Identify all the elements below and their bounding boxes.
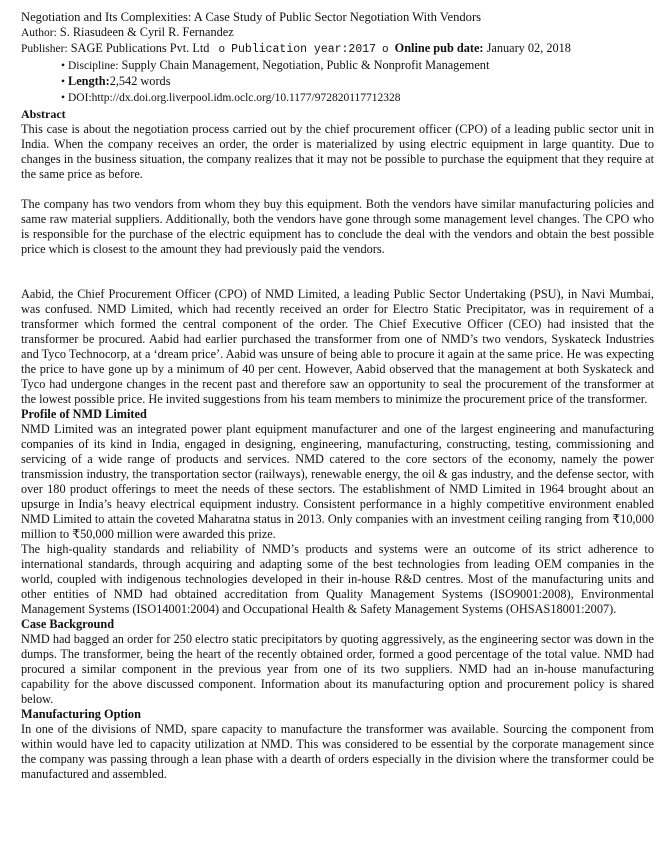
intro-paragraph: Aabid, the Chief Procurement Officer (CPO) of NMD Limited, a leading Public Sector Undertaking (PSU), in Navi Mumbai, was confused. NMD Limited, which had recently received an order for Electro Static Precipitator, was in requirement of a transformer which formed the central component of the order. The Chief Executive Officer (CEO) had insisted that the transformer be procured. Aabid had earlier purchased the transformer from one of NMD’s two vendors, Syskateck Industries and Tyco Technocorp, at a ‘dream price’. Aabid was unsure of being able to procure it again at the same price. He was expecting the price to have gone up by a minimum of 40 per cent. However, Aabid observed that the management at both Syskateck and Tyco had undergone changes in the recent past and therefore saw an opportunity to seal the procurement of the transformer at the lowest possible price. He invited suggestions from his team members to minimize the procurement price of the transformer. bbox=[21, 287, 654, 406]
abstract-heading: Abstract bbox=[21, 107, 66, 121]
profile-heading: Profile of NMD Limited bbox=[21, 407, 147, 421]
case-background-paragraph: NMD had bagged an order for 250 electro static precipitators by quoting aggressively, as the engineering sector was down in the dumps. The transformer, being the heart of the recently obtained order, formed a good percentage of the total value. NMD had procured a similar component in the previous year from one of its two suppliers. NMD had an in-house manufacturing capability for the above discussed component. Information about its manufacturing option and procurement policy is shared below. bbox=[21, 632, 654, 706]
online-pub-label: Online pub date: bbox=[394, 41, 484, 55]
manufacturing-option-paragraph: In one of the divisions of NMD, spare capacity to manufacture the transformer was available. Sourcing the component from within would have led to capacity utilization at NMD. This was considered to be essential by the corporate management since the company was passing through a lean phase with a dearth of orders especially in the division where the transformer could be manufactured and assembled. bbox=[21, 722, 654, 781]
paragraph-gap bbox=[21, 182, 654, 197]
author-line bbox=[21, 25, 654, 41]
abstract-paragraph-1: This case is about the negotiation process carried out by the chief procurement officer (CPO) of a leading public sector unit in India. When the company receives an order, the order is materialized by using electric equipment in large quantity. Due to changes in the business situation, the company realizes that it may not be possible to purchase the equipment that they require at the same price as before. bbox=[21, 122, 654, 181]
doi-label: DOI: bbox=[68, 92, 92, 104]
profile-paragraph-1: NMD Limited was an integrated power plant equipment manufacturer and one of the largest engineering and manufacturing companies of its kind in India, engaged in designing, engineering, manufacturing, constructing, testing, commissioning and servicing of a wide range of products and services. NMD catered to the core sectors of the economy, namely the power transmission industry, the transportation sector (railways), renewable energy, the oil & gas industry, and the defense sector, with over 180 product offerings to meet the needs of these sectors. The establishment of NMD Limited in 1964 brought about an upsurge in India’s heavy electrical equipment industry. Consistent performance in a highly competitive environment enabled NMD Limited to attain the coveted Maharatna status in 2013. Only companies with an investment ceiling ranging from ₹10,000 million to ₹50,000 million were awarded this prize. bbox=[21, 422, 654, 541]
separator-icon: o bbox=[382, 44, 389, 56]
author-label: Author: bbox=[21, 27, 57, 39]
publisher-line bbox=[21, 41, 654, 58]
publisher-label: Publisher: bbox=[21, 43, 68, 55]
article-body bbox=[21, 287, 654, 782]
doi-item bbox=[61, 90, 654, 106]
manufacturing-option-heading: Manufacturing Option bbox=[21, 707, 141, 721]
authors: S. Riasudeen & Cyril R. Fernandez bbox=[59, 25, 234, 39]
discipline-label: Discipline: bbox=[68, 60, 119, 72]
discipline-value: Supply Chain Management, Negotiation, Public & Nonprofit Management bbox=[121, 58, 490, 72]
case-background-heading: Case Background bbox=[21, 617, 115, 631]
bullet-icon: • bbox=[61, 76, 66, 88]
abstract-paragraph-2: The company has two vendors from whom they buy this equipment. Both the vendors have similar manufacturing policies and same raw material suppliers. Additionally, both the vendors have gone through some management level changes. The CPO who is responsible for the purchase of the electric equipment has to conclude the deal with the vendors and obtain the best possible price which is closest to the amount they had previously paid the vendors. bbox=[21, 197, 654, 256]
article-title: Negotiation and Its Complexities: A Case Study of Public Sector Negotiation With Vendors bbox=[21, 10, 482, 24]
profile-paragraph-2: The high-quality standards and reliability of NMD’s products and systems were an outcome of its strict adherence to international standards, through acquiring and adapting some of the best technologies from leading OEM companies in the world, coupled with indigenous technologies developed in their in-house R&D centres. Most of the manufacturing units and other entities of NMD had obtained accreditation from Quality Management Systems (ISO9001:2008), Environmental Management Systems (ISO14001:2004) and Occupational Health & Safety Management Systems (OHSAS18001:2007). bbox=[21, 542, 654, 616]
bullet-icon: • bbox=[61, 60, 66, 72]
separator-icon: o bbox=[218, 44, 226, 56]
length-item bbox=[61, 74, 654, 90]
discipline-item bbox=[61, 58, 654, 74]
section-gap bbox=[21, 257, 654, 287]
publication-year: Publication year:2017 bbox=[231, 43, 377, 56]
length-label: Length: bbox=[68, 74, 110, 88]
abstract-section bbox=[21, 107, 654, 257]
online-pub-date: January 02, 2018 bbox=[486, 41, 571, 55]
publisher: SAGE Publications Pvt. Ltd bbox=[70, 41, 210, 55]
bullet-icon: • bbox=[61, 92, 66, 104]
metadata-list bbox=[61, 58, 654, 106]
length-value: 2,542 words bbox=[109, 74, 171, 88]
article-header bbox=[21, 10, 654, 106]
doi-link[interactable]: http://dx.doi.org.liverpool.idm.oclc.org/10.1177/972820117712328 bbox=[91, 92, 401, 104]
